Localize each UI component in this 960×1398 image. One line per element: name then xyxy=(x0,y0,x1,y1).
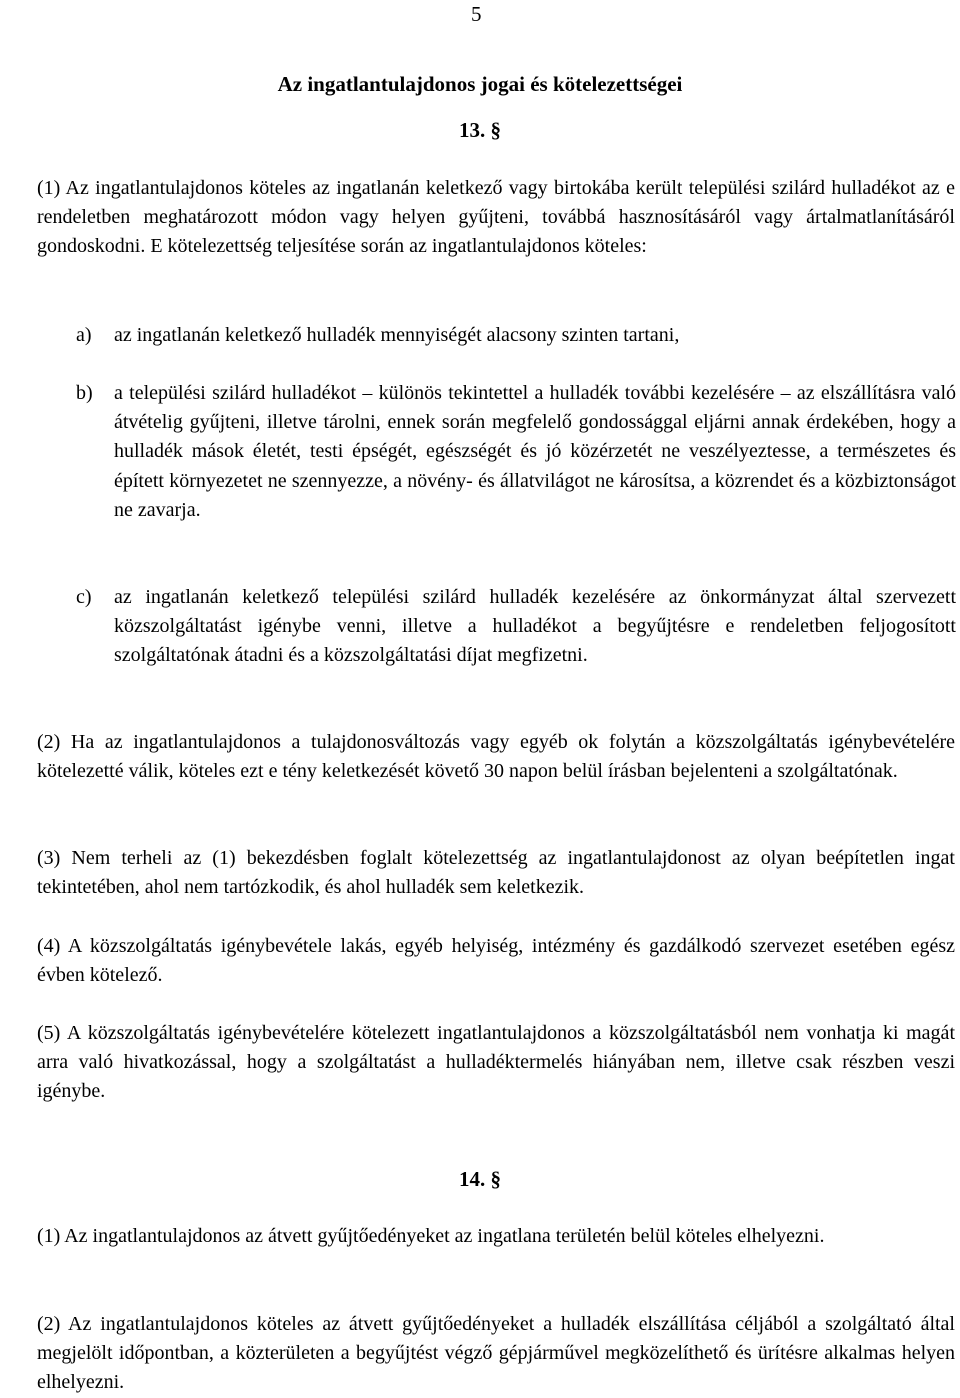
document-title: Az ingatlantulajdonos jogai és kötelezettségei xyxy=(277,72,683,96)
section-13-paragraph-4: (4) A közszolgáltatás igénybevétele lakás, egyéb helyiség, intézmény és gazdálkodó szervezet esetében egész évben kötelező. xyxy=(37,935,955,987)
list-marker: a) xyxy=(76,324,92,346)
section-13-paragraph-1: (1) Az ingatlantulajdonos köteles az ingatlanán keletkező vagy birtokába került települési szilárd hulladékot az e rendeletben meghatározott módon vagy helyen gyűjteni, továbbá hasznosításáról vagy ártalmatlanításáról gondoskodni. E kötelezettség teljesítése során az ingatlantulajdonos köteles: xyxy=(37,177,955,258)
section-13-heading: 13. § xyxy=(459,118,501,142)
list-marker: c) xyxy=(76,586,92,608)
section-14-paragraph-2: (2) Az ingatlantulajdonos köteles az átvett gyűjtőedényeket a hulladék elszállítása céljából a szolgáltató által megjelölt időpontban, a közterületen a begyűjtést végző gépjárművel megközelíthető és ürítésre alkalmas helyen elhelyezni. xyxy=(37,1313,955,1394)
section-13-paragraph-2: (2) Ha az ingatlantulajdonos a tulajdonosváltozás vagy egyéb ok folytán a közszolgáltatás igénybevételére kötelezetté válik, köteles ezt e tény keletkezését követő 30 napon belül írásban bejelenteni a szolgáltatónak. xyxy=(37,731,955,783)
page-number: 5 xyxy=(471,2,482,26)
section-14-paragraph-1: (1) Az ingatlantulajdonos az átvett gyűjtőedényeket az ingatlana területén belül köteles elhelyezni. xyxy=(37,1225,825,1247)
list-marker: b) xyxy=(76,382,93,404)
section-13-paragraph-3: (3) Nem terheli az (1) bekezdésben foglalt kötelezettség az ingatlantulajdonost az olyan beépítetlen ingat tekintetében, ahol nem tartózkodik, és ahol hulladék sem keletkezik. xyxy=(37,847,955,899)
section-13-paragraph-5: (5) A közszolgáltatás igénybevételére kötelezett ingatlantulajdonos a közszolgáltatásból nem vonhatja ki magát arra való hivatkozással, hogy a szolgáltatást a hulladéktermelés hiányában nem, illetve csak részben veszi igénybe. xyxy=(37,1022,955,1103)
list-item-text: a települési szilárd hulladékot – különös tekintettel a hulladék további kezelésére – az elszállításra való átvételig gyűjteni, illetve tárolni, ennek során megfelelő gondossággal eljárni annak érdekében, hogy a hulladék mások életét, testi épségét, egészségét és jó közérzetét ne veszélyeztesse, a természetes és épített környezetet ne szennyezze, a növény- és állatvilágot ne károsítsa, a közrendet és a közbiztonságot ne zavarja. xyxy=(114,382,956,521)
section-14-heading: 14. § xyxy=(459,1167,501,1191)
list-item-text: az ingatlanán keletkező települési szilárd hulladék kezelésére az önkormányzat által szervezett közszolgáltatást igénybe venni, illetve a hulladékot a begyűjtésre e rendeletben feljogosított szolgáltatónak átadni és a közszolgáltatási díjat megfizetni. xyxy=(114,586,956,667)
list-item-text: az ingatlanán keletkező hulladék mennyiségét alacsony szinten tartani, xyxy=(114,324,680,346)
